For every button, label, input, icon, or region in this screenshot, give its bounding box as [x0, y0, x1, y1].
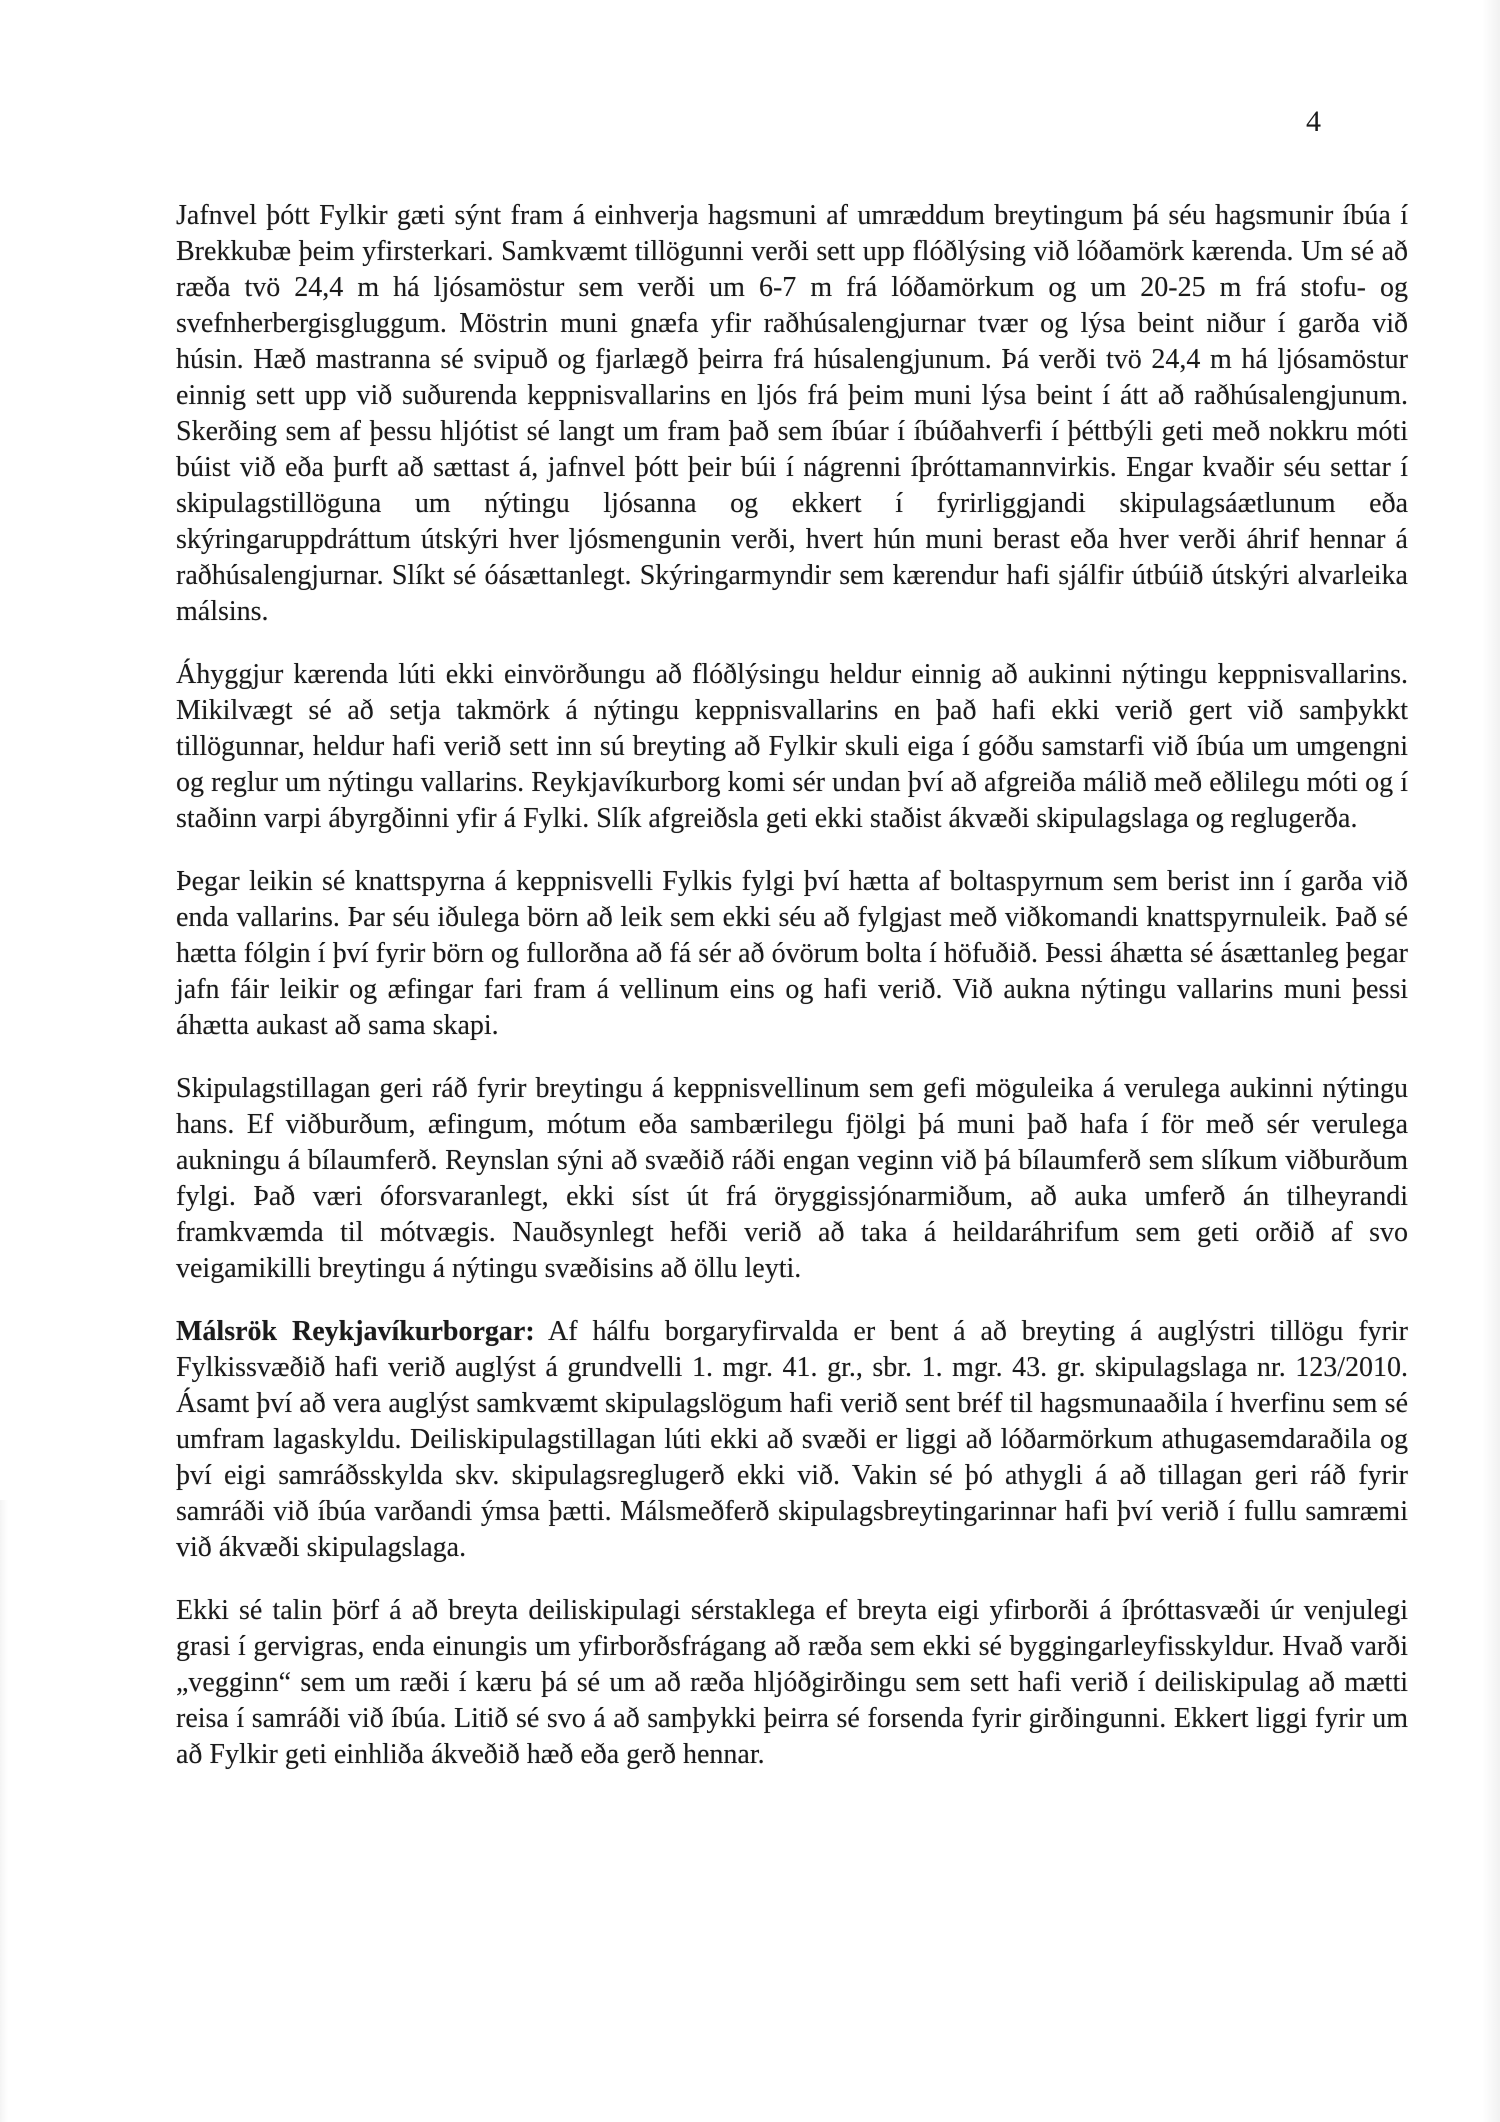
scan-artifact-left-edge [0, 1500, 8, 2122]
paragraph-4-text: Skipulagstillagan geri ráð fyrir breytingu á keppnisvellinum sem gefi möguleika á verulega aukinni nýtingu hans. Ef viðburðum, æfingum, mótum eða sambærilegu fjölgi þá muni það hafa í för með sér verulega aukningu á bílaumferð. Reynslan sýni að svæðið ráði engan veginn við þá bílaumferð sem slíkum viðburðum fylgi. Það væri óforsvaranlegt, ekki síst út frá öryggissjónarmiðum, að auka umferð án tilheyrandi framkvæmda til mótvægis. Nauðsynlegt hefði verið að taka á heildaráhrifum sem geti orðið af svo veigamikilli breytingu á nýtingu svæðisins að öllu leyti. [176, 1073, 1408, 1284]
paragraph-5-malsrok-reykjavikurborgar [176, 1314, 1408, 1566]
paragraph-4 [176, 1071, 1408, 1287]
paragraph-1-text: Jafnvel þótt Fylkir gæti sýnt fram á einhverja hagsmuni af umræddum breytingum þá séu hagsmunir íbúa í Brekkubæ þeim yfirsterkari. Samkvæmt tillögunni verði sett upp flóðlýsing við lóðamörk kærenda. Um sé að ræða tvö 24,4 m há ljósamöstur sem verði um 6-7 m frá lóðamörkum og um 20-25 m frá stofu- og svefnherbergisgluggum. Möstrin muni gnæfa yfir raðhúsalengjurnar tvær og lýsa beint niður í garða við húsin. Hæð mastranna sé svipuð og fjarlægð þeirra frá húsalengjunum. Þá verði tvö 24,4 m há ljósamöstur einnig sett upp við suðurenda keppnisvallarins en ljós frá þeim muni lýsa beint í átt að raðhúsalengjunum. Skerðing sem af þessu hljótist sé langt um fram það sem íbúar í íbúðahverfi í þéttbýli geti með nokkru móti búist við eða þurft að sættast á, jafnvel þótt þeir búi í nágrenni íþróttamannvirkis. Engar kvaðir séu settar í skipulagstillöguna um nýtingu ljósanna og ekkert í fyrirliggjandi skipulagsáætlunum eða skýringaruppdráttum útskýri hver ljósmengunin verði, hvert hún muni berast eða hver verði áhrif hennar á raðhúsalengjurnar. Slíkt sé óásættanlegt. Skýringarmyndir sem kærendur hafi sjálfir útbúið útskýri alvarleika málsins. [176, 200, 1408, 627]
paragraph-1 [176, 198, 1408, 630]
paragraph-5-text: Af hálfu borgaryfirvalda er bent á að breyting á auglýstri tillögu fyrir Fylkissvæðið hafi verið auglýst á grundvelli 1. mgr. 41. gr., sbr. 1. mgr. 43. gr. skipulagslaga nr. 123/2010. Ásamt því að vera auglýst samkvæmt skipulagslögum hafi verið sent bréf til hagsmunaaðila í hverfinu sem sé umfram lagaskyldu. Deiliskipulagstillagan lúti ekki að svæði er liggi að lóðarmörkum athugasemdaraðila og því eigi samráðsskylda skv. skipulagsreglugerð ekki við. Vakin sé þó athygli á að tillagan geri ráð fyrir samráði við íbúa varðandi ýmsa þætti. Málsmeðferð skipulagsbreytingarinnar hafi því verið í fullu samræmi við ákvæði skipulagslaga. [176, 1316, 1408, 1563]
page-number: 4 [1306, 105, 1321, 138]
paragraph-2-text: Áhyggjur kærenda lúti ekki einvörðungu að flóðlýsingu heldur einnig að aukinni nýtingu keppnisvallarins. Mikilvægt sé að setja takmörk á nýtingu keppnisvallarins en það hafi ekki verið gert við samþykkt tillögunnar, heldur hafi verið sett inn sú breyting að Fylkir skuli eiga í góðu samstarfi við íbúa um umgengni og reglur um nýtingu vallarins. Reykjavíkurborg komi sér undan því að afgreiða málið með eðlilegu móti og í staðinn varpi ábyrgðinni yfir á Fylki. Slík afgreiðsla geti ekki staðist ákvæði skipulagslaga og reglugerða. [176, 659, 1408, 834]
scan-artifact-right-edge [1482, 0, 1500, 2122]
paragraph-6-text: Ekki sé talin þörf á að breyta deiliskipulagi sérstaklega ef breyta eigi yfirborði á íþróttasvæði úr venjulegi grasi í gervigras, enda einungis um yfirborðsfrágang að ræða sem ekki sé byggingarleyfisskyldur. Hvað varði „vegginn“ sem um ræði í kæru þá sé um að ræða hljóðgirðingu sem sett hafi verið í deiliskipulag að mætti reisa í samráði við íbúa. Litið sé svo á að samþykki þeirra sé forsenda fyrir girðingunni. Ekkert liggi fyrir um að Fylkir geti einhliða ákveðið hæð eða gerð hennar. [176, 1595, 1408, 1770]
paragraph-3 [176, 864, 1408, 1044]
document-body [176, 198, 1408, 1800]
paragraph-5-lead-bold: Málsrök Reykjavíkurborgar: [176, 1316, 535, 1347]
paragraph-6 [176, 1593, 1408, 1773]
paragraph-2 [176, 657, 1408, 837]
paragraph-3-text: Þegar leikin sé knattspyrna á keppnisvelli Fylkis fylgi því hætta af boltaspyrnum sem berist inn í garða við enda vallarins. Þar séu iðulega börn að leik sem ekki séu að fylgjast með viðkomandi knattspyrnuleik. Það sé hætta fólgin í því fyrir börn og fullorðna að fá sér að óvörum bolta í höfuðið. Þessi áhætta sé ásættanleg þegar jafn fáir leikir og æfingar fari fram á vellinum eins og hafi verið. Við aukna nýtingu vallarins muni þessi áhætta aukast að sama skapi. [176, 866, 1408, 1041]
